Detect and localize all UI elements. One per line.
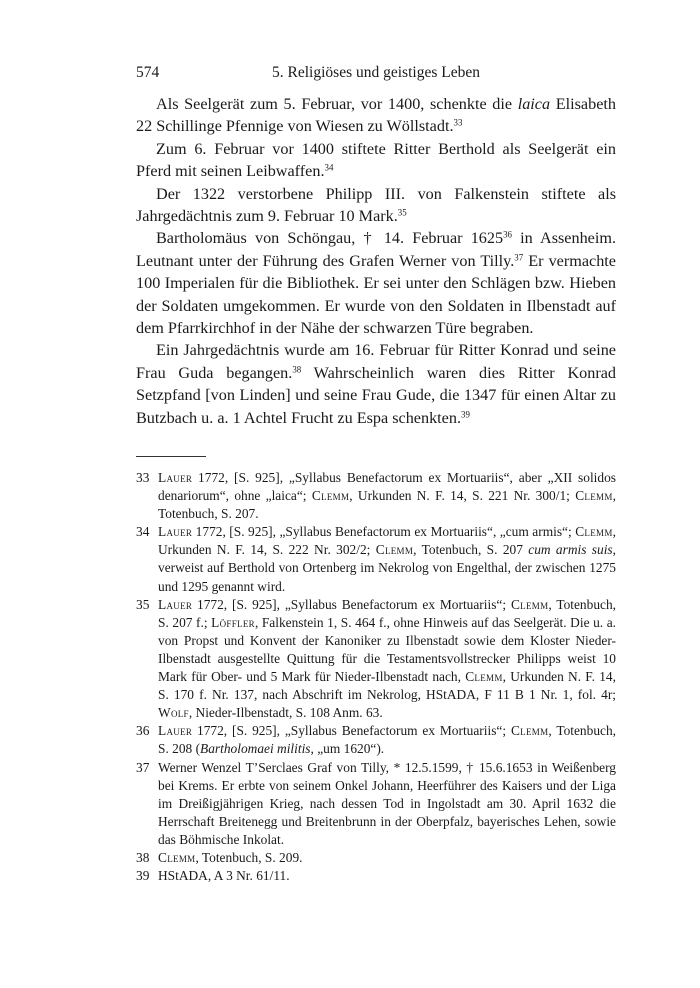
running-head xyxy=(136,62,616,84)
footnote-ref: 33 xyxy=(453,118,463,129)
footnote-separator xyxy=(136,456,206,457)
footnotes xyxy=(136,469,616,885)
paragraph: Bartholomäus von Schöngau, † 14. Februar 1625$^{36}$ in Assenheim. Leutnant unter der Führung des Grafen Werner von Tilly.$^{37}$ Er vermachte 100 Imperialen für die Bibliothek. Er sei unter den Schlägen bzw. Hieben der Soldaten umgekommen. Er wurde von den Soldaten in Ilbenstadt auf dem Pfarrkirchhof in der Nähe der schwarzen Türe begraben. xyxy=(136,229,616,338)
footnote-number: 35 xyxy=(136,596,150,612)
footnote: 36 Lauer 1772, [S. 925], „Syllabus Benefactorum ex Mortuariis“; Clemm, Totenbuch, S. 208 (Bartholomaei militis, „um 1620“). xyxy=(136,723,616,757)
paragraph: Ein Jahrgedächtnis wurde am 16. Februar für Ritter Konrad und seine Frau Guda begangen.$^{38}$ Wahrscheinlich waren dies Ritter Konrad Setzpfand [von Linden] und seine Frau Gude, die 1347 für einen Altar zu Butzbach u. a. 1 Achtel Frucht zu Espa schenkten.$^{39}$ xyxy=(136,341,616,427)
page-number: 574 xyxy=(136,64,160,81)
footnote-ref: 35 xyxy=(397,207,407,218)
paragraph: Zum 6. Februar vor 1400 stiftete Ritter Berthold als Seelgerät ein Pferd mit seinen Leibwaffen.$^{34}$ xyxy=(136,139,616,181)
footnote-ref: 36 xyxy=(503,230,512,241)
paragraph: Der 1322 verstorbene Philipp III. von Falkenstein stiftete als Jahrgedächtnis zum 9. Februar 10 Mark.$^{35}$ xyxy=(136,184,616,226)
footnote: 34 Lauer 1772, [S. 925], „Syllabus Benefactorum ex Mortuariis“, „cum armis“; Clemm, Urkunden N. F. 14, S. 222 Nr. 302/2; Clemm, Totenbuch, S. 207 cum armis suis, verweist auf Berthold von Ortenberg im Nekrolog von Engelthal, der zwischen 1275 und 1295 genannt wird. xyxy=(136,524,616,594)
main-text xyxy=(136,93,616,429)
footnote-number: 38 xyxy=(136,849,150,865)
footnote-ref: 39 xyxy=(461,409,470,420)
footnote-ref: 38 xyxy=(292,364,302,375)
running-title: 5. Religiöses und geistiges Leben xyxy=(272,64,480,81)
footnote-ref: 34 xyxy=(324,162,334,173)
footnote-number: 36 xyxy=(136,723,150,739)
footnote-ref: 37 xyxy=(514,252,524,263)
footnote: 37 Werner Wenzel T’Serclaes Graf von Tilly, * 12.5.1599, † 15.6.1653 in Weißenberg bei Krems. Er erbte von seinem Onkel Johann, Heerführer des Kaisers und der Liga im Dreißigjährigen Krieg, nach dessen Tod in Ingolstadt am 30. April 1632 die Herrschaft Breitenegg und Breitenbrunn in der Oberpfalz, bayerisches Lehen, sowie das Böhmische Inkolat. xyxy=(136,759,616,847)
footnote: 33 Lauer 1772, [S. 925], „Syllabus Benefactorum ex Mortuariis“, aber „XII solidos denariorum“, ohne „laica“; Clemm, Urkunden N. F. 14, S. 221 Nr. 300/1; Clemm, Totenbuch, S. 207. xyxy=(136,470,616,522)
footnote: 38 Clemm, Totenbuch, S. 209. xyxy=(136,849,616,867)
paragraph: Als Seelgerät zum 5. Februar, vor 1400, schenkte die laica Elisabeth 22 Schillinge Pfennige von Wiesen zu Wöllstadt.$^{33}$ xyxy=(136,95,616,136)
footnote: 35 Lauer 1772, [S. 925], „Syllabus Benefactorum ex Mortuariis“; Clemm, Totenbuch, S. 207 f.; Löffler, Falkenstein 1, S. 464 f., ohne Hinweis auf das Seelgerät. Die u. a. von Propst und Konvent der Kanoniker zu Ilbenstadt sowie dem Kloster Nieder-Ilbenstadt ausgestellte Quittung für die Testamentsvollstrecker Philipps weist 10 Mark für Ober- und 5 Mark für Nieder-Ilbenstadt nach, Clemm, Urkunden N. F. 14, S. 170 f. Nr. 137, nach Abschrift im Nekrolog, HStADA, F 11 B 1 Nr. 1, fol. 4r; Wolf, Nieder-Ilbenstadt, S. 108 Anm. 63. xyxy=(136,596,617,721)
footnote-number: 34 xyxy=(136,524,150,540)
footnote: 39 HStADA, A 3 Nr. 61/11. xyxy=(136,867,616,885)
footnote-number: 37 xyxy=(136,759,150,775)
footnote-number: 39 xyxy=(136,868,150,884)
footnote-number: 33 xyxy=(136,470,150,485)
